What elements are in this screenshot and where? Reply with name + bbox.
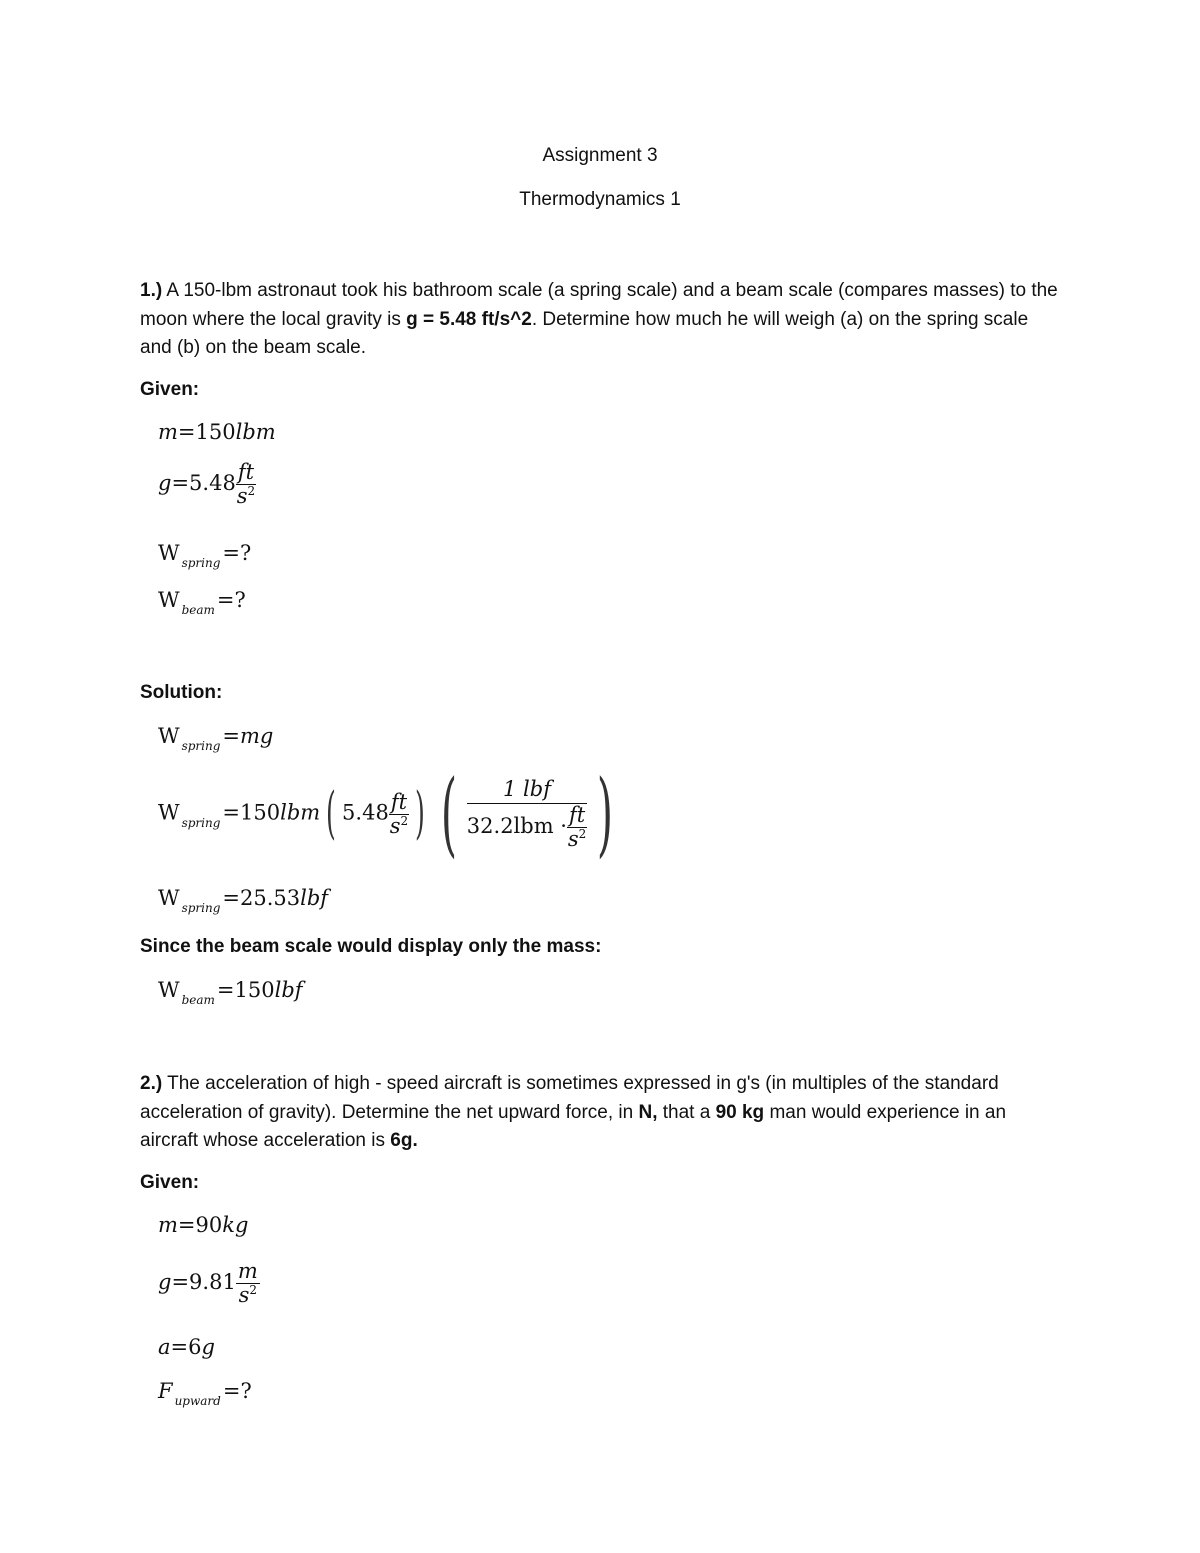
p1-given-mass [158, 422, 276, 443]
var-f: F [158, 1379, 173, 1403]
unit: g [201, 1335, 215, 1359]
p1-given-gravity [158, 462, 256, 507]
exponent: 2 [578, 826, 587, 841]
p1-given-wbeam [158, 588, 246, 617]
p2-given-force [158, 1379, 252, 1408]
var-w: W [158, 541, 180, 565]
numerator: ft [237, 460, 255, 484]
var-w: W [158, 800, 180, 825]
problem-2-mass: 90 kg [715, 1101, 765, 1123]
rhs: =? [222, 1379, 252, 1403]
unit: lbf [274, 978, 303, 1002]
left-paren: ( [326, 781, 337, 846]
problem-2-statement [140, 1070, 1060, 1156]
p1-beam-result [158, 978, 303, 1007]
rhs: =mg [222, 724, 274, 748]
beam-note: Since the beam scale would display only the mass: [140, 936, 602, 957]
var-w: W [158, 588, 180, 612]
left-paren-large: ( [440, 760, 457, 867]
rhs: =? [216, 588, 246, 612]
numerator: ft [390, 789, 408, 814]
var-w: W [158, 978, 180, 1002]
p2-given-gravity [158, 1261, 260, 1306]
var-w: W [158, 886, 180, 910]
fraction [236, 462, 256, 507]
exponent: 2 [400, 813, 409, 828]
problem-1-given-label: Given: [140, 379, 200, 400]
gravity-value: 5.48 [342, 800, 389, 825]
var-g: g [158, 1270, 172, 1294]
p1-given-wspring [158, 541, 252, 570]
subscript: spring [181, 901, 221, 915]
p1-solution-formula [158, 724, 274, 753]
den-base: s [236, 484, 248, 508]
subscript: upward [174, 1394, 221, 1408]
var-g: g [158, 471, 172, 495]
den-base: s [567, 826, 579, 851]
right-paren-large: ) [597, 760, 614, 867]
numerator-text: 1 lbf [503, 776, 551, 801]
exponent: 2 [247, 484, 256, 498]
value: =150 [222, 800, 281, 825]
den-text: 32.2lbm · [466, 813, 567, 838]
problem-1-number: 1.) [140, 280, 163, 301]
var-a: a [158, 1335, 171, 1359]
conversion-fraction [466, 776, 587, 851]
page-subtitle: Thermodynamics 1 [519, 189, 681, 210]
problem-2-accel: 6g. [390, 1130, 418, 1151]
unit: lbm [235, 420, 276, 444]
gravity-fraction [389, 789, 409, 838]
subscript: beam [181, 993, 215, 1007]
value: =6 [170, 1335, 202, 1359]
problem-2-number: 2.) [140, 1073, 163, 1094]
unit: kg [222, 1213, 249, 1237]
value: =150 [177, 420, 236, 444]
den-base: s [238, 1283, 250, 1307]
problem-2-text-b: that a [657, 1101, 716, 1123]
problem-2-given-label: Given: [140, 1172, 200, 1193]
problem-2-unit: N, [638, 1101, 658, 1123]
numerator: ft [568, 802, 586, 827]
problem-1-statement [140, 277, 1060, 363]
denominator [389, 815, 409, 837]
inner-fraction [567, 802, 587, 851]
var-m: m [158, 1213, 178, 1237]
value: =90 [177, 1213, 223, 1237]
conversion-numerator [467, 776, 587, 804]
rhs: =? [222, 541, 252, 565]
subscript: beam [181, 603, 215, 617]
p2-given-accel [158, 1337, 215, 1358]
value: =5.48 [171, 471, 236, 495]
right-paren: ) [415, 781, 425, 846]
unit: lbm [280, 800, 321, 825]
subscript: spring [181, 815, 221, 830]
value: =150 [216, 978, 275, 1002]
value: =25.53 [222, 886, 301, 910]
denominator [236, 1284, 260, 1306]
unit: lbf [300, 886, 329, 910]
page-title: Assignment 3 [542, 145, 658, 166]
problem-1-text-b: . Determine how much he will weigh (a) on the spring scale and (b) on the beam scale. [140, 308, 1029, 358]
problem-2-text-c: man would experience in an aircraft whose acceleration is [140, 1101, 1007, 1151]
exponent: 2 [249, 1283, 257, 1297]
p1-solution-result [158, 886, 329, 915]
subscript: spring [181, 556, 221, 570]
var-m: m [158, 420, 178, 444]
value: =9.81 [171, 1270, 236, 1294]
conversion-denominator [467, 804, 587, 850]
p2-given-mass [158, 1215, 248, 1236]
subscript: spring [181, 739, 221, 753]
p1-solution-substitution [158, 760, 623, 867]
problem-1-text-a: A 150-lbm astronaut took his bathroom scale (a spring scale) and a beam scale (compares masses) to the moon where the local gravity is [140, 280, 1058, 330]
problem-2-text-a: The acceleration of high - speed aircraft is sometimes expressed in g's (in multiples of the standard acceleration of gravity). Determine the net upward force, in [140, 1073, 999, 1123]
numerator: m [237, 1259, 258, 1283]
denominator [567, 828, 587, 850]
problem-1-solution-label: Solution: [140, 682, 223, 703]
problem-1-gravity: g = 5.48 ft/s^2 [406, 308, 532, 330]
fraction [236, 1261, 260, 1306]
den-base: s [389, 813, 401, 838]
var-w: W [158, 724, 180, 748]
denominator [236, 485, 256, 507]
